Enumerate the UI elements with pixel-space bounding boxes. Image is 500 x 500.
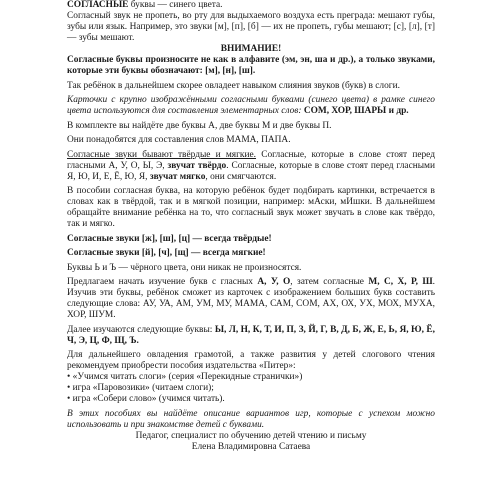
paragraph-syllable-skill: Так ребёнок в дальнейшем скорее овладеет навыком слияния звуков (букв) в слоги. (67, 80, 400, 91)
list-item: • игра «Собери слово» (учимся читать). (67, 394, 225, 404)
document-page (67, 0, 435, 453)
rule-soft-sounds: Согласные звуки [й], [ч], [щ] — всегда мягкие! (67, 248, 266, 258)
paragraph-closing: В этих пособиях вы найдёте описание вариантов игр, которые с успехом можно использовать и при знакомстве детей с буквами. (67, 408, 435, 430)
recommended-list (67, 372, 435, 405)
paragraph-consonant-definition: Согласный звук не пропеть, во рту для выдыхаемого воздуха есть преграда: мешают губы, зубы или язык. Например, это звуки [м], [п], [б] — их не пропеть, губы мешают; [с], [л], [т] — зубы мешают. (67, 11, 435, 43)
paragraph-study-order (67, 277, 435, 321)
paragraph-manual-position: В пособии согласная буква, на которую ребёнок будет подбирать картинки, встречается в словах как в твёрдой, так и в мягкой позиции, например: мАски, мИшки. В дальнейшем обращайте внимание ребёнка на то, что согласный звук может звучать в слове как твёрдо, так и мягко. (67, 186, 435, 229)
paragraph-cards (67, 95, 435, 117)
study-vowels: А, У, О (257, 277, 291, 287)
signature-name: Елена Владимировна Сатаева (191, 441, 311, 452)
paragraph-next-letters (67, 325, 435, 347)
paragraph-kit-contents: В комплекте вы найдёте две буквы А, две буквы М и две буквы П. (67, 120, 332, 131)
list-item: • «Учимся читать слоги» (серия «Перекидные странички») (67, 372, 303, 382)
hard-sound-phrase: звучат твёрдо (167, 160, 227, 171)
paragraph-hard-soft (67, 150, 435, 183)
signature-role: Педагог, специалист по обучению детей чтению и письму (135, 430, 367, 441)
heading-rest: буквы — синего цвета. (128, 0, 223, 10)
cards-italic-text: Карточки с крупно изображёнными согласными буквами (синего цвета) в рамке синего цвета используются для составления элементарных слов: (67, 95, 435, 116)
heading-term: СОГЛАСНЫЕ (67, 0, 129, 10)
hard-soft-text-e: , они смягчаются. (205, 171, 277, 182)
paragraph-kit-words: Они понадобятся для составления слов МАМА, ПАПА. (67, 135, 291, 145)
hard-soft-text-c: . Согласные, которые в слове стоят перед гласными Я, Ю, И, Е, Ё, Ю, Я, (67, 160, 435, 182)
hard-soft-text-a: Согласные, которые в слове стоят перед гласными А, У, О, Ы, Э, (67, 149, 435, 171)
rule-hard-sounds: Согласные звуки [ж], [ш], [ц] — всегда твёрдые! (67, 233, 272, 244)
rule-signs: Буквы Ь и Ъ — чёрного цвета, они никак не произносятся. (67, 262, 302, 273)
section-heading (67, 0, 435, 11)
study-order-text-e: . Изучив эти буквы, ребёнок сможет из карточек с изображением больших букв составить следующие слова: АУ, УА, АМ, УМ, МУ, МАМА, САМ, СОМ, АХ, ОХ, УХ, МОХ, МУХА, ХОР, ШУМ. (67, 277, 435, 320)
hard-soft-lead: Согласные звуки бывают твёрдые и мягкие. (67, 149, 257, 160)
next-letters-list: Ы, Л, Н, К, Т, И, П, З, Й, Г, В, Д, Б, Ж, Е, Ь, Я, Ю, Ё, Ч, Э, Ц, Ф, Щ, Ъ. (67, 324, 436, 346)
paragraph-recommendation: Для дальнейшего овладения грамотой, а также развития у детей слогового чтения рекомендуем приобрести пособия издательства «Питер»: (67, 350, 435, 371)
study-consonants: М, С, Х, Р, Ш (368, 277, 433, 287)
cards-words: СОМ, ХОР, ШАРЫ и др. (303, 106, 409, 116)
soft-sound-phrase: звучат мягко (149, 171, 206, 182)
list-item: • игра «Паровозики» (читаем слоги); (67, 383, 214, 393)
next-letters-lead: Далее изучаются следующие буквы: (67, 324, 215, 335)
paragraph-pronunciation: Согласные буквы произносите не как в алфавите (эм, эн, ша и др.), а только звуками, которые эти буквы обозначают: [м], [н], [ш]. (67, 55, 435, 76)
study-order-text-a: Предлагаем начать изучение букв с гласных (67, 277, 258, 287)
study-order-text-c: , затем согласные (290, 277, 369, 287)
attention-heading: ВНИМАНИЕ! (220, 44, 282, 54)
